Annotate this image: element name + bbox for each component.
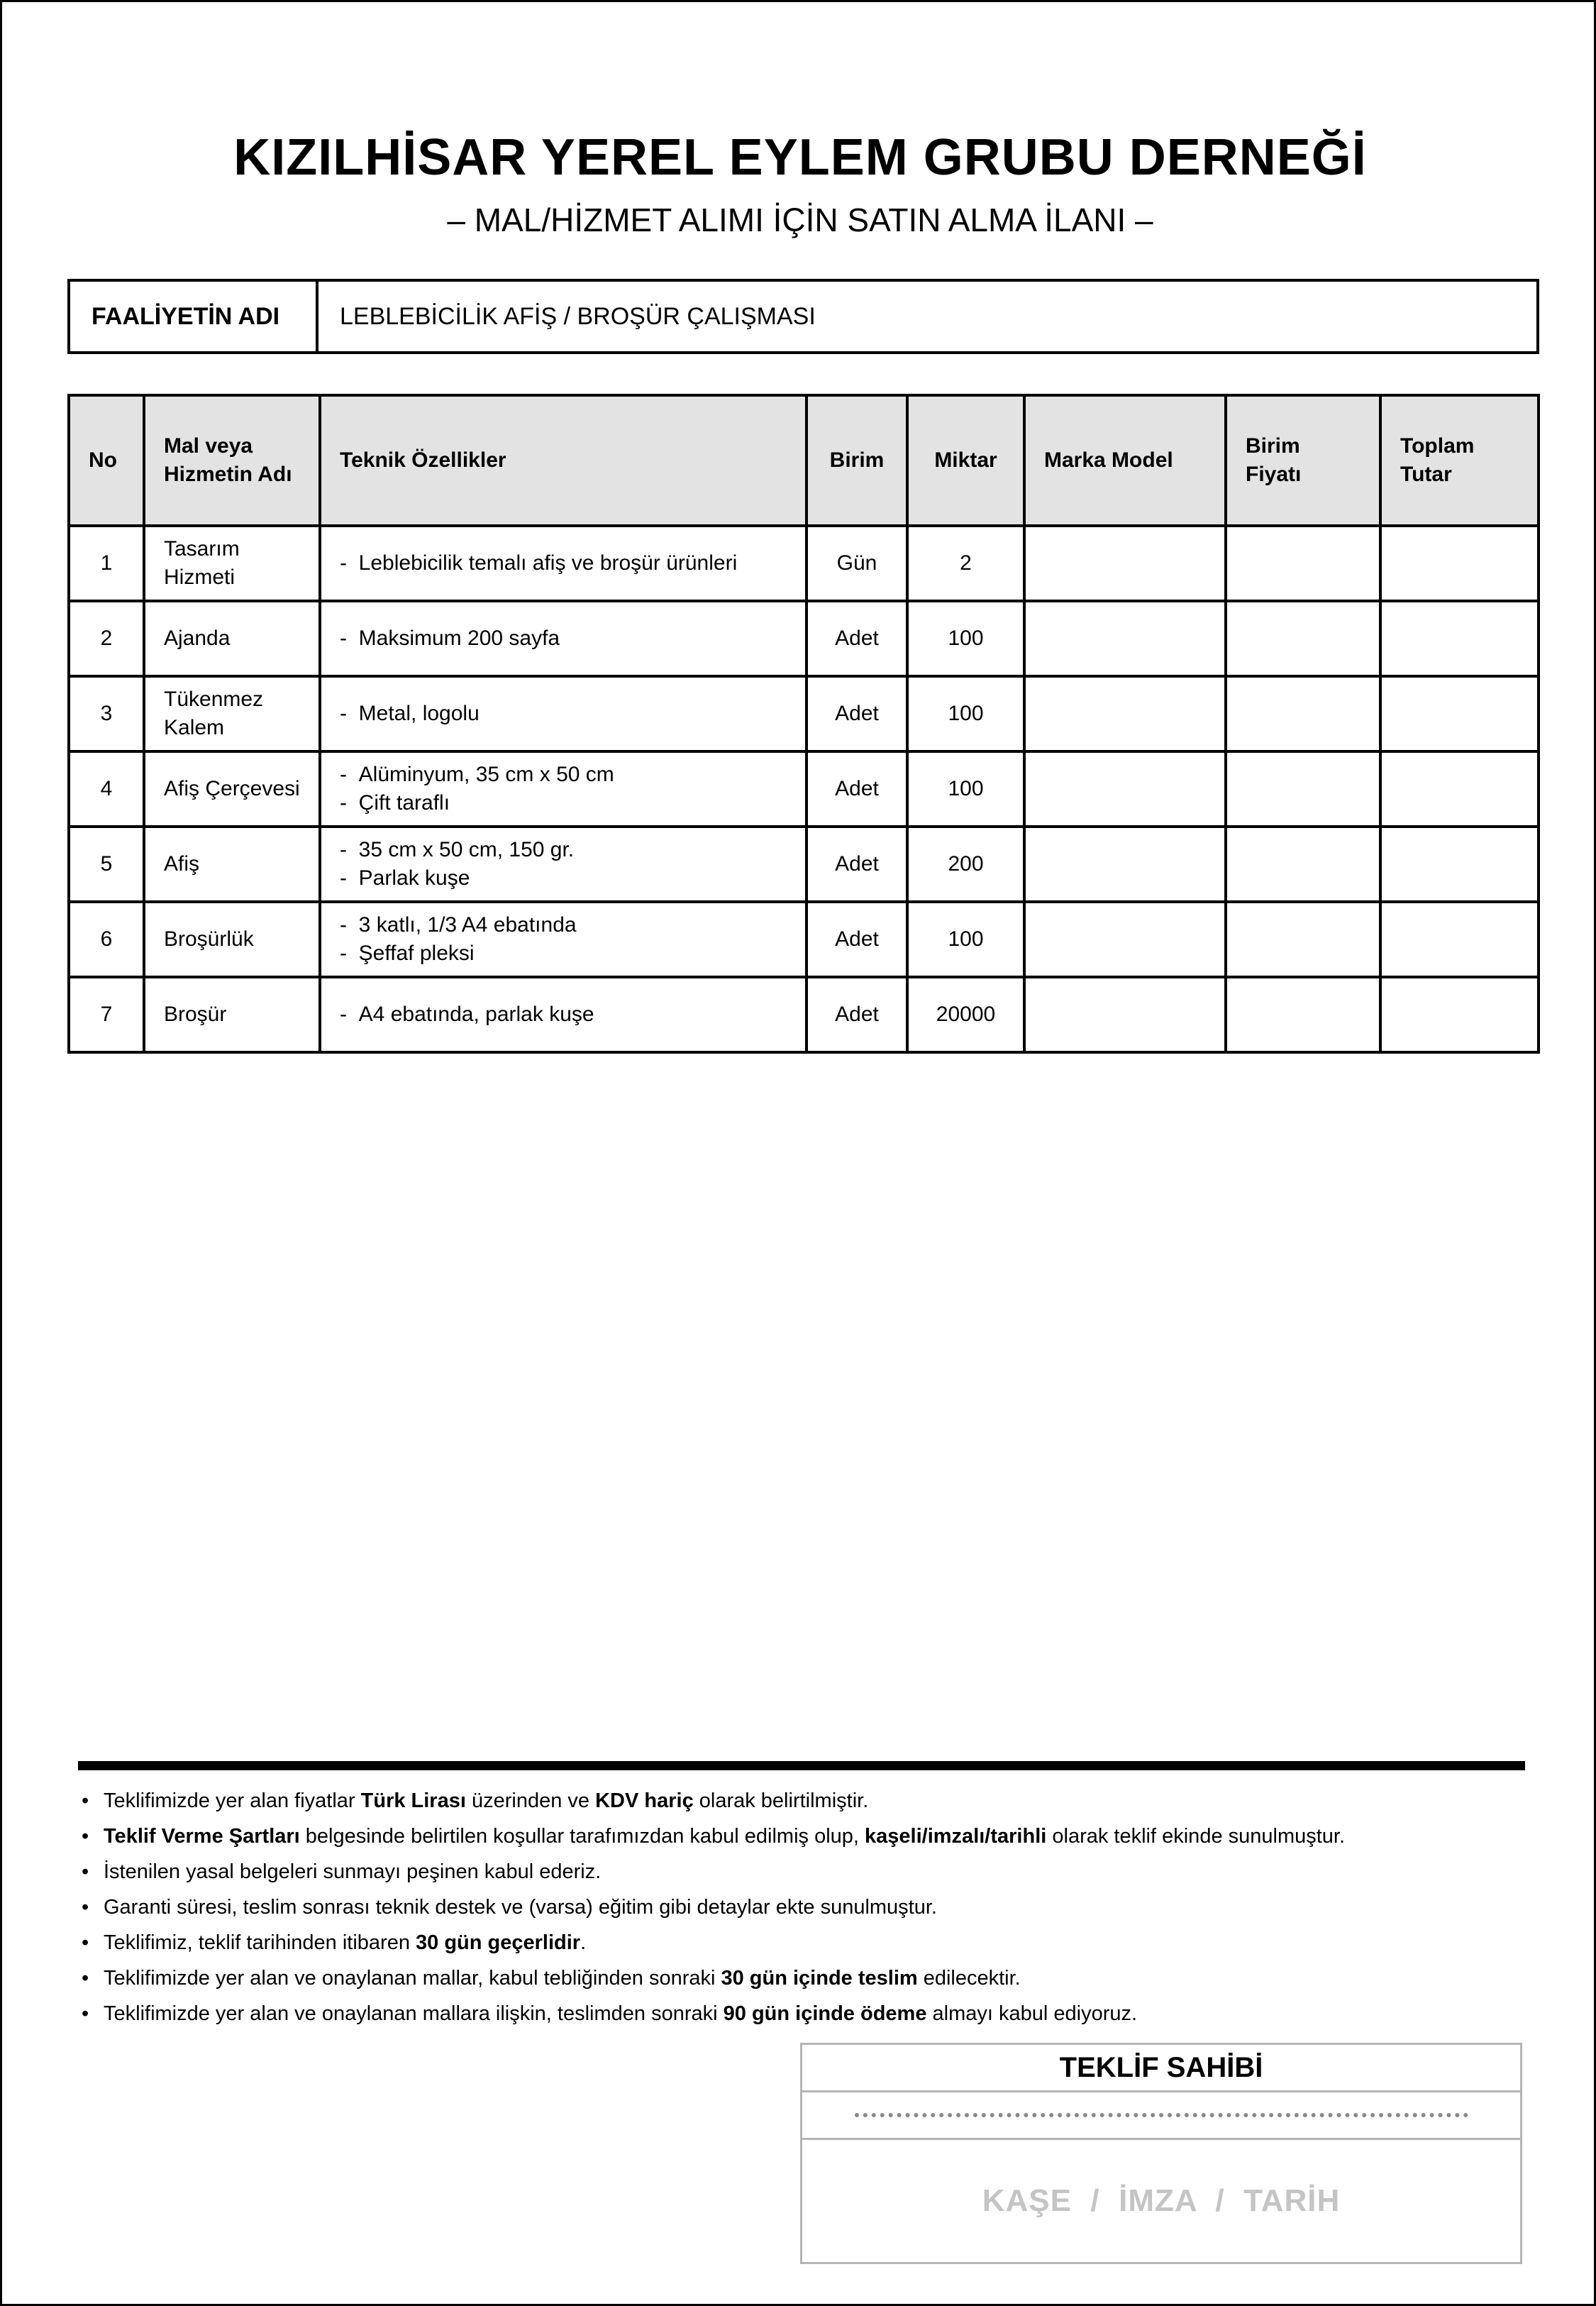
table-row — [69, 526, 1539, 601]
table-row — [69, 751, 1539, 827]
cell-brand-model-empty[interactable] — [1024, 526, 1226, 601]
terms-item: • Teklifimizde yer alan fiyatlar Türk Lirası üzerinden ve KDV hariç olarak belirtilmiştir. — [82, 1783, 1529, 1819]
header-specs: Teknik Özellikler — [320, 395, 807, 526]
cell-specs: - Leblebicilik temalı afiş ve broşür ürünleri — [320, 526, 807, 601]
cell-quantity: 100 — [907, 601, 1024, 676]
table-row — [69, 601, 1539, 676]
items-table — [67, 394, 1540, 1054]
cell-unit-price-empty[interactable] — [1226, 526, 1380, 601]
terms-item: • Teklifimizde yer alan ve onaylanan mallar, kabul tebliğinden sonraki 30 gün içinde teslim edilecektir. — [82, 1960, 1529, 1996]
header-quantity: Miktar — [907, 395, 1024, 526]
cell-unit-price-empty[interactable] — [1226, 676, 1380, 751]
table-header-row — [69, 395, 1539, 526]
cell-unit-price-empty[interactable] — [1226, 601, 1380, 676]
cell-unit: Adet — [807, 902, 907, 977]
cell-quantity: 100 — [907, 676, 1024, 751]
cell-specs: - A4 ebatında, parlak kuşe — [320, 977, 807, 1052]
cell-total-empty[interactable] — [1380, 977, 1539, 1052]
cell-unit-price-empty[interactable] — [1226, 751, 1380, 827]
cell-unit: Adet — [807, 751, 907, 827]
table-row — [69, 676, 1539, 751]
cell-unit-price-empty[interactable] — [1226, 827, 1380, 902]
cell-total-empty[interactable] — [1380, 827, 1539, 902]
cell-total-empty[interactable] — [1380, 751, 1539, 827]
terms-item: • Garanti süresi, teslim sonrası teknik destek ve (varsa) eğitim gibi detaylar ekte sunulmuştur. — [82, 1890, 1529, 1925]
cell-item-name: Broşürlük — [144, 902, 320, 977]
cell-quantity: 20000 — [907, 977, 1024, 1052]
cell-no: 1 — [69, 526, 144, 601]
cell-total-empty[interactable] — [1380, 601, 1539, 676]
terms-item: • Teklif Verme Şartları belgesinde belirtilen koşullar tarafımızdan kabul edilmiş olup, kaşeli/imzalı/tarihli olarak teklif ekinde sunulmuştur. — [82, 1819, 1529, 1854]
terms-item: • Teklifimiz, teklif tarihinden itibaren 30 gün geçerlidir. — [82, 1925, 1529, 1960]
cell-quantity: 200 — [907, 827, 1024, 902]
header-total: Toplam Tutar — [1380, 395, 1539, 526]
cell-brand-model-empty[interactable] — [1024, 601, 1226, 676]
cell-specs: - 35 cm x 50 cm, 150 gr. - Parlak kuşe — [320, 827, 807, 902]
cell-item-name: Ajanda — [144, 601, 320, 676]
cell-specs: - Alüminyum, 35 cm x 50 cm - Çift taraflı — [320, 751, 807, 827]
header-unit-price: Birim Fiyatı — [1226, 395, 1380, 526]
cell-item-name: Afiş Çerçevesi — [144, 751, 320, 827]
activity-label: FAALİYETİN ADI — [70, 282, 318, 351]
cell-brand-model-empty[interactable] — [1024, 676, 1226, 751]
cell-no: 2 — [69, 601, 144, 676]
cell-specs: - Metal, logolu — [320, 676, 807, 751]
stamp-signature-date-area[interactable]: KAŞE / İMZA / TARİH — [982, 2183, 1341, 2218]
header-brand-model: Marka Model — [1024, 395, 1226, 526]
cell-no: 7 — [69, 977, 144, 1052]
cell-no: 3 — [69, 676, 144, 751]
cell-item-name: Afiş — [144, 827, 320, 902]
cell-quantity: 2 — [907, 526, 1024, 601]
cell-quantity: 100 — [907, 751, 1024, 827]
cell-specs: - 3 katlı, 1/3 A4 ebatında - Şeffaf pleksi — [320, 902, 807, 977]
terms-item: • İstenilen yasal belgeleri sunmayı peşinen kabul ederiz. — [82, 1854, 1529, 1890]
table-row — [69, 827, 1539, 902]
cell-unit: Gün — [807, 526, 907, 601]
cell-brand-model-empty[interactable] — [1024, 827, 1226, 902]
activity-name-box — [67, 279, 1539, 354]
header-unit: Birim — [807, 395, 907, 526]
cell-total-empty[interactable] — [1380, 902, 1539, 977]
table-row — [69, 902, 1539, 977]
cell-brand-model-empty[interactable] — [1024, 977, 1226, 1052]
cell-unit-price-empty[interactable] — [1226, 977, 1380, 1052]
signature-box — [800, 2043, 1522, 2264]
cell-no: 6 — [69, 902, 144, 977]
header-item-name: Mal veya Hizmetin Adı — [144, 395, 320, 526]
terms-item: • Teklifimizde yer alan ve onaylanan mallara ilişkin, teslimden sonraki 90 gün içinde ödeme almayı kabul ediyoruz. — [82, 1996, 1529, 2031]
cell-brand-model-empty[interactable] — [1024, 751, 1226, 827]
table-row — [69, 977, 1539, 1052]
terms-list — [82, 1783, 1529, 2031]
section-divider — [78, 1761, 1525, 1770]
header-no: No — [69, 395, 144, 526]
signature-title: TEKLİF SAHİBİ — [802, 2045, 1520, 2092]
cell-no: 4 — [69, 751, 144, 827]
cell-quantity: 100 — [907, 902, 1024, 977]
cell-total-empty[interactable] — [1380, 526, 1539, 601]
cell-brand-model-empty[interactable] — [1024, 902, 1226, 977]
cell-specs: - Maksimum 200 sayfa — [320, 601, 807, 676]
signature-name-line[interactable] — [802, 2092, 1520, 2140]
activity-value: LEBLEBİCİLİK AFİŞ / BROŞÜR ÇALIŞMASI — [340, 302, 816, 330]
cell-item-name: Tasarım Hizmeti — [144, 526, 320, 601]
cell-unit-price-empty[interactable] — [1226, 902, 1380, 977]
cell-unit: Adet — [807, 676, 907, 751]
cell-no: 5 — [69, 827, 144, 902]
organization-title: KIZILHİSAR YEREL EYLEM GRUBU DERNEĞİ — [233, 129, 1367, 186]
cell-total-empty[interactable] — [1380, 676, 1539, 751]
cell-item-name: Tükenmez Kalem — [144, 676, 320, 751]
cell-unit: Adet — [807, 601, 907, 676]
cell-unit: Adet — [807, 977, 907, 1052]
document-subtitle: – MAL/HİZMET ALIMI İÇİN SATIN ALMA İLANI – — [447, 202, 1153, 238]
cell-unit: Adet — [807, 827, 907, 902]
cell-item-name: Broşür — [144, 977, 320, 1052]
